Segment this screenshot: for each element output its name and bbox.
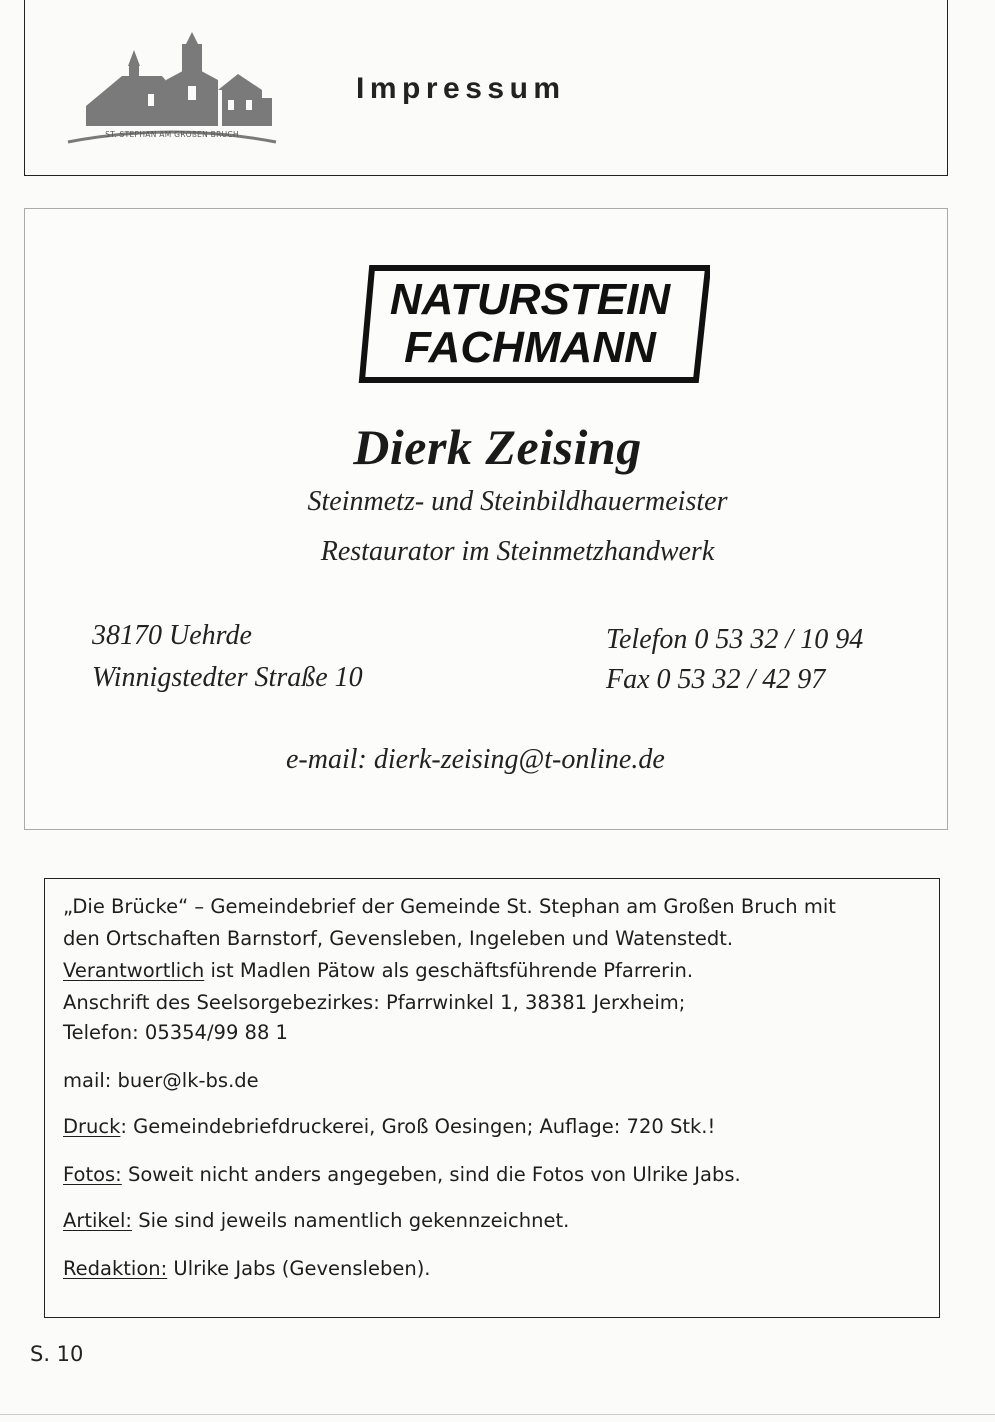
articles-text: Sie sind jeweils namentlich gekennzeichnet. <box>132 1209 570 1232</box>
impressum-phone: Telefon: 05354/99 88 1 <box>63 1021 288 1044</box>
editor-text: Ulrike Jabs (Gevensleben). <box>167 1257 431 1280</box>
brand-logo <box>358 264 710 384</box>
ad-fax: Fax 0 53 32 / 42 97 <box>606 664 826 695</box>
ad-subtitle-1: Steinmetz- und Steinbildhauermeister <box>307 486 728 517</box>
impressum-articles <box>63 1206 933 1236</box>
impressum-line-2: den Ortschaften Barnstorf, Gevensleben, Ingeleben und Watenstedt. <box>63 927 734 950</box>
page-title: Impressum <box>356 72 566 105</box>
impressum-responsible <box>63 956 933 986</box>
editor-label: Redaktion: <box>63 1257 168 1280</box>
page-number: S. 10 <box>30 1342 84 1366</box>
print-label: Druck <box>63 1115 121 1138</box>
ad-address-line-2: Winnigstedter Straße 10 <box>92 662 363 693</box>
impressum-print <box>63 1112 933 1142</box>
ad-name: Dierk Zeising <box>353 419 642 475</box>
ad-subtitle-2: Restaurator im Steinmetzhandwerk <box>320 536 715 567</box>
brand-line-2: FACHMANN <box>404 323 656 372</box>
ad-phone: Telefon 0 53 32 / 10 94 <box>606 624 864 655</box>
bottom-divider <box>0 1414 995 1415</box>
responsible-label: Verantwortlich <box>63 959 205 982</box>
impressum-address: Anschrift des Seelsorgebezirkes: Pfarrwinkel 1, 38381 Jerxheim; <box>63 991 686 1014</box>
photos-text: Soweit nicht anders angegeben, sind die Fotos von Ulrike Jabs. <box>121 1163 741 1186</box>
logo-caption: ST. STEPHAN AM GROßEN BRUCH <box>105 130 239 139</box>
impressum-photos <box>63 1160 933 1190</box>
impressum-editor <box>63 1254 933 1284</box>
photos-label: Fotos: <box>63 1163 122 1186</box>
impressum-mail: mail: buer@lk-bs.de <box>63 1069 259 1092</box>
ad-email: e-mail: dierk-zeising@t-online.de <box>286 744 665 775</box>
responsible-text: ist Madlen Pätow als geschäftsführende Pfarrerin. <box>204 959 694 982</box>
impressum-line-1: „Die Brücke“ – Gemeindebrief der Gemeinde St. Stephan am Großen Bruch mit <box>63 895 836 918</box>
ad-address-line-1: 38170 Uehrde <box>92 620 252 651</box>
articles-label: Artikel: <box>63 1209 133 1232</box>
brand-line-1: NATURSTEIN <box>389 275 671 324</box>
print-text: : Gemeindebriefdruckerei, Groß Oesingen; Auflage: 720 Stk.! <box>120 1115 716 1138</box>
